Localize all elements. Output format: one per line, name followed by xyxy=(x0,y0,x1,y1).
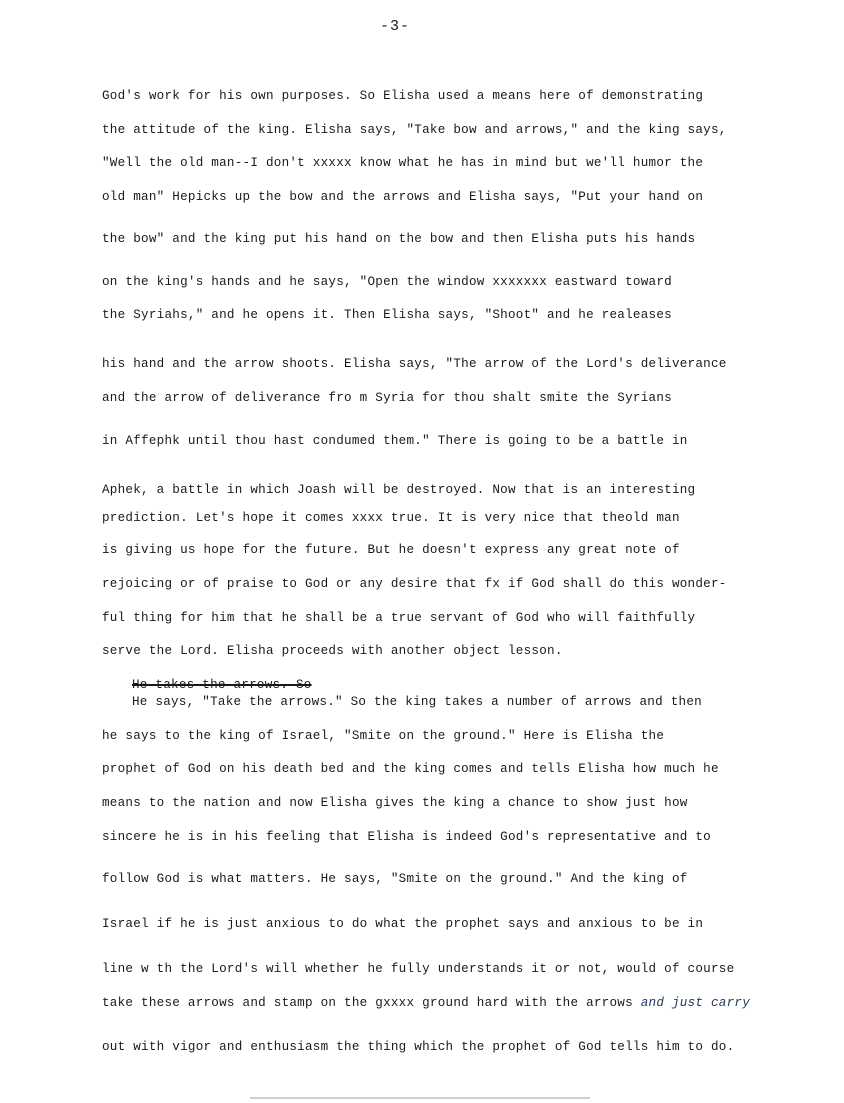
text-line: prediction. Let's hope it comes xxxx true. It is very nice that theold man xyxy=(102,511,680,525)
text-line: and the arrow of deliverance fro m Syria for thou shalt smite the Syrians xyxy=(102,391,672,405)
text-line: God's work for his own purposes. So Elisha used a means here of demonstrating xyxy=(102,89,704,103)
text-line: the attitude of the king. Elisha says, "Take bow and arrows," and the king says, xyxy=(102,123,727,137)
page-number: -3- xyxy=(380,18,411,35)
text-line: follow God is what matters. He says, "Smite on the ground." And the king of xyxy=(102,872,688,886)
text-line: Aphek, a battle in which Joash will be destroyed. Now that is an interesting xyxy=(102,483,696,497)
text-line: "Well the old man--I don't xxxxx know what he has in mind but we'll humor the xyxy=(102,156,704,170)
typed-text: take these arrows and stamp on the gxxxx ground hard with the arrows xyxy=(102,996,641,1010)
text-line: serve the Lord. Elisha proceeds with another object lesson. xyxy=(102,644,563,658)
text-line: Israel if he is just anxious to do what the prophet says and anxious to be in xyxy=(102,917,704,931)
text-line: on the king's hands and he says, "Open the window xxxxxxx eastward toward xyxy=(102,275,672,289)
text-line: the Syriahs," and he opens it. Then Elisha says, "Shoot" and he realeases xyxy=(102,308,672,322)
text-line: old man" Hepicks up the bow and the arrows and Elisha says, "Put your hand on xyxy=(102,190,704,204)
struck-out-text: He takes the arrows. So xyxy=(132,678,312,692)
text-line: means to the nation and now Elisha gives the king a chance to show just how xyxy=(102,796,688,810)
handwritten-insertion: and just carry xyxy=(640,996,751,1010)
text-line: he says to the king of Israel, "Smite on the ground." Here is Elisha the xyxy=(102,729,665,743)
text-line: prophet of God on his death bed and the king comes and tells Elisha how much he xyxy=(102,762,719,776)
text-line: He says, "Take the arrows." So the king takes a number of arrows and then xyxy=(132,695,702,709)
text-line: sincere he is in his feeling that Elisha is indeed God's representative and to xyxy=(102,830,711,844)
text-line: ful thing for him that he shall be a true servant of God who will faithfully xyxy=(102,611,696,625)
text-line: in Affephk until thou hast condumed them." There is going to be a battle in xyxy=(102,434,688,448)
text-line: line w th the Lord's will whether he fully understands it or not, would of course xyxy=(102,962,735,976)
text-line: rejoicing or of praise to God or any desire that fx if God shall do this wonder- xyxy=(102,577,727,591)
text-line: his hand and the arrow shoots. Elisha says, "The arrow of the Lord's deliverance xyxy=(102,357,727,371)
text-line xyxy=(102,995,750,1011)
page-edge-divider xyxy=(250,1097,590,1099)
text-line: is giving us hope for the future. But he doesn't express any great note of xyxy=(102,543,680,557)
text-line: the bow" and the king put his hand on the bow and then Elisha puts his hands xyxy=(102,232,696,246)
text-line: out with vigor and enthusiasm the thing which the prophet of God tells him to do. xyxy=(102,1040,735,1054)
